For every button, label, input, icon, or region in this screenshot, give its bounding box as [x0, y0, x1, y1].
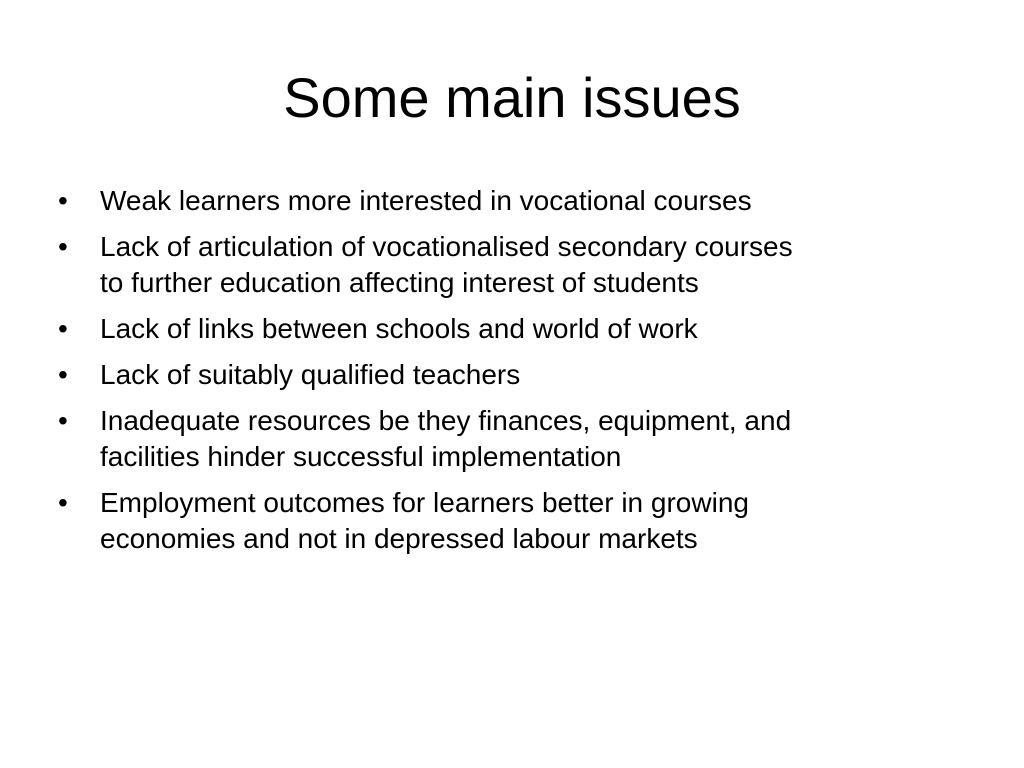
slide-title: Some main issues — [283, 66, 741, 129]
list-item — [56, 485, 976, 557]
bullet-icon: • — [58, 359, 68, 390]
bullet-icon: • — [58, 313, 68, 344]
bullet-list — [56, 183, 976, 567]
list-item — [56, 403, 976, 475]
list-item — [56, 229, 976, 301]
bullet-text: Employment outcomes for learners better in growing economies and not in depressed labour markets — [100, 487, 749, 554]
list-item — [56, 357, 976, 393]
list-item — [56, 183, 976, 219]
bullet-text: Lack of links between schools and world of work — [100, 313, 698, 344]
bullet-icon: • — [58, 231, 68, 262]
bullet-text: Lack of articulation of vocationalised secondary courses to further education affecting interest of students — [100, 231, 793, 298]
bullet-icon: • — [58, 487, 68, 518]
bullet-text: Weak learners more interested in vocational courses — [100, 185, 752, 216]
list-item — [56, 311, 976, 347]
bullet-text: Lack of suitably qualified teachers — [100, 359, 521, 390]
bullet-icon: • — [58, 405, 68, 436]
bullet-icon: • — [58, 185, 68, 216]
bullet-text: Inadequate resources be they finances, equipment, and facilities hinder successful implementation — [100, 405, 792, 472]
